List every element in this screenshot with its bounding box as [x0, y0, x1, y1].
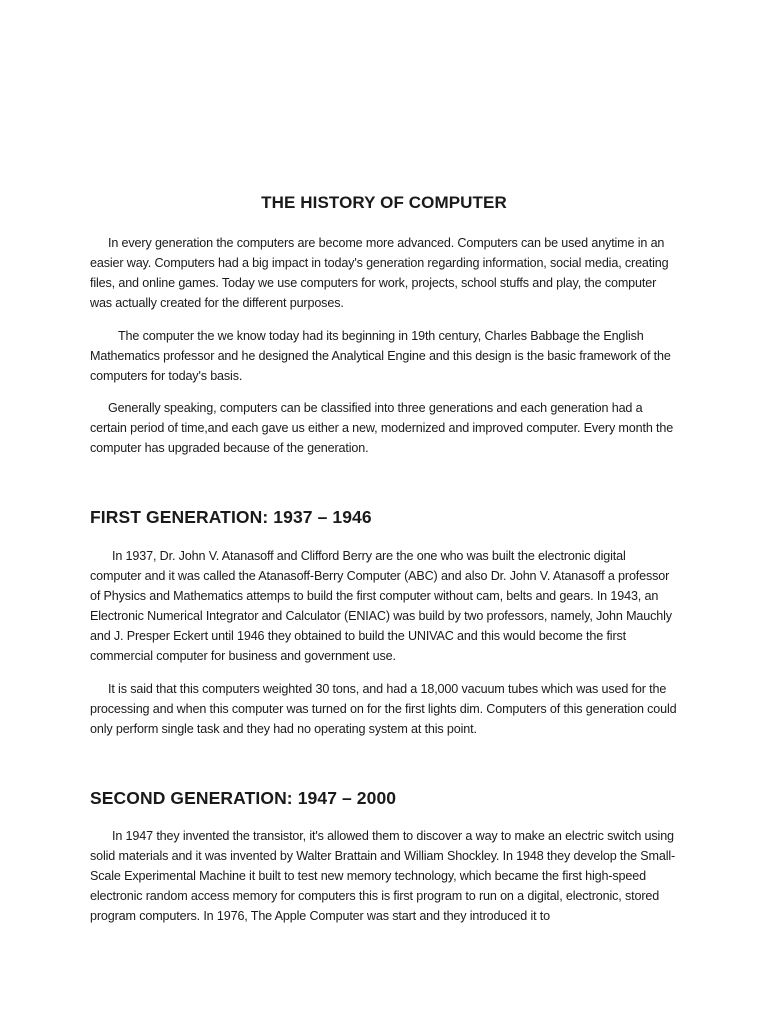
section-heading-first-generation: FIRST GENERATION: 1937 – 1946 — [90, 507, 372, 527]
intro-paragraph-1: In every generation the computers are become more advanced. Computers can be used anytime in an easier way. Computers had a big impact in today's generation regarding information, social media, creating files, and online games. Today we use computers for work, projects, school stuffs and play, the computer was actually created for the different purposes. — [90, 236, 669, 310]
document-title: THE HISTORY OF COMPUTER — [261, 193, 507, 212]
first-generation-paragraph-2: It is said that this computers weighted 30 tons, and had a 18,000 vacuum tubes which was used for the processing and when this computer was turned on for the first lights dim. Computers of this generation could only perform single task and they had no operating system at this point. — [90, 682, 677, 736]
section-heading-second-generation: SECOND GENERATION: 1947 – 2000 — [90, 788, 397, 808]
intro-paragraph-2: The computer the we know today had its beginning in 19th century, Charles Babbage the English Mathematics professor and he designed the Analytical Engine and this design is the basic framework of the computers for today's basis. — [90, 329, 671, 383]
second-generation-paragraph-1: In 1947 they invented the transistor, it's allowed them to discover a way to make an electric switch using solid materials and it was invented by Walter Brattain and William Shockley. In 1948 they develop the Small-Scale Experimental Machine it built to test new memory technology, which became the first high-speed electronic random access memory for computers this is first program to run on a digital, electronic, stored program computers. In 1976, The Apple Computer was start and they introduced it to — [90, 829, 676, 923]
first-generation-paragraph-1: In 1937, Dr. John V. Atanasoff and Clifford Berry are the one who was built the electronic digital computer and it was called the Atanasoff-Berry Computer (ABC) and also Dr. John V. Atanasoff a professor of Physics and Mathematics attemps to build the first computer without cam, belts and gears. In 1943, an Electronic Numerical Integrator and Calculator (ENIAC) was build by two professors, namely, John Mauchly and J. Presper Eckert until 1946 they obtained to build the UNIVAC and this would become the first commercial computer for business and government use. — [90, 549, 672, 663]
intro-paragraph-3: Generally speaking, computers can be classified into three generations and each generation had a certain period of time,and each gave us either a new, modernized and improved computer. Every month the computer has upgraded because of the generation. — [90, 401, 674, 455]
